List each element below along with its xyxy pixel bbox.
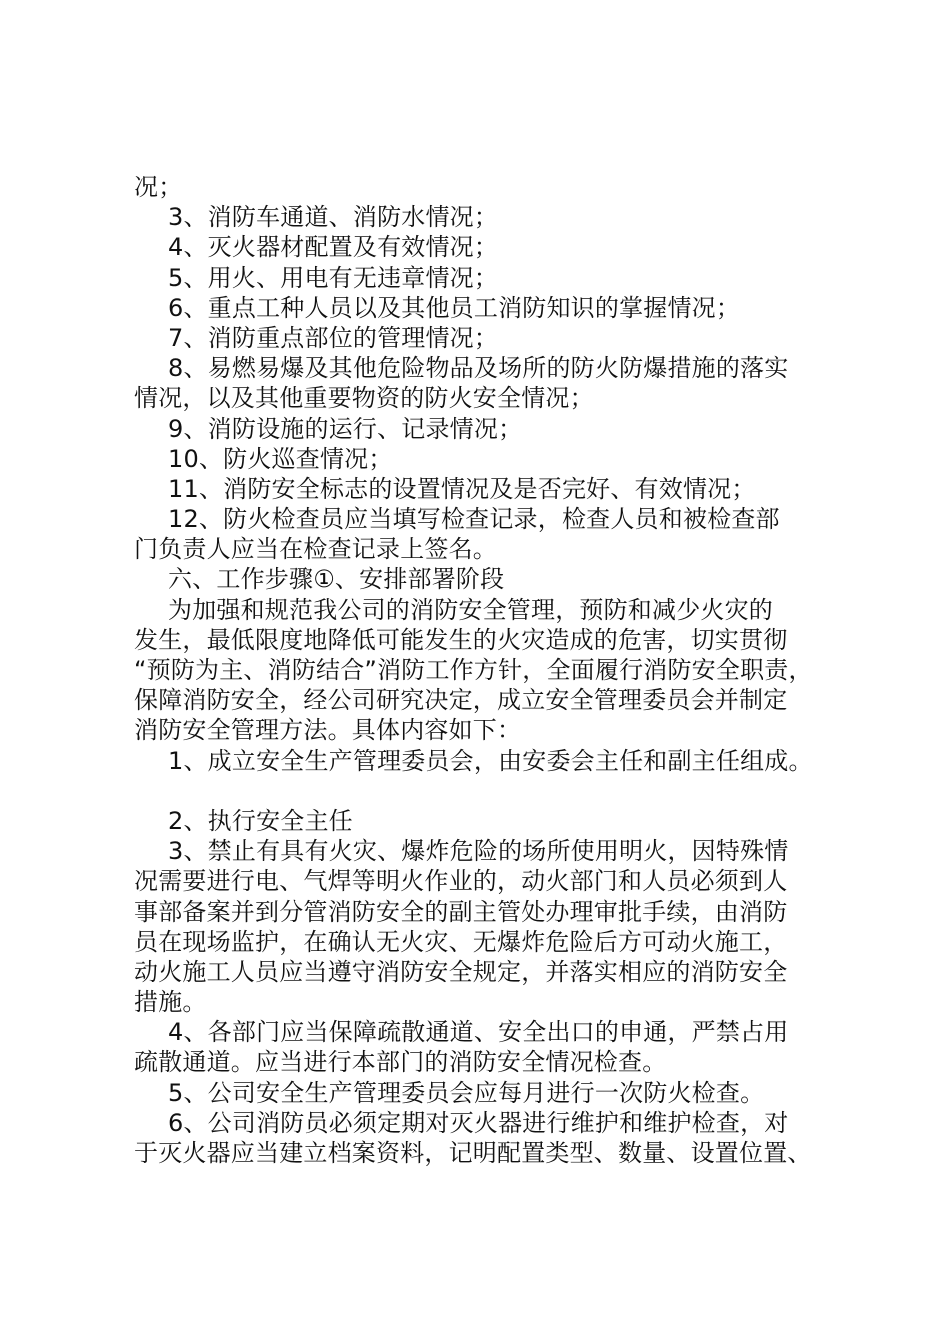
- text-line: 11、消防安全标志的设置情况及是否完好、有效情况；: [168, 474, 756, 503]
- text-line: 动火施工人员应当遵守消防安全规定，并落实相应的消防安全: [134, 957, 788, 986]
- text-line: 况；: [134, 173, 183, 201]
- text-line: 6、重点工种人员以及其他员工消防知识的掌握情况；: [168, 293, 741, 322]
- text-line: 疏散通道。应当进行本部门的消防安全情况检查。: [134, 1048, 667, 1077]
- text-line: 措施。: [134, 988, 207, 1017]
- text-line: 事部备案并到分管消防安全的副主管处办理审批手续，由消防: [134, 897, 788, 926]
- text-line: 消防安全管理方法。具体内容如下：: [134, 716, 522, 745]
- text-line: 3、消防车通道、消防水情况；: [168, 203, 499, 232]
- text-line: 5、公司安全生产管理委员会应每月进行一次防火检查。: [168, 1078, 765, 1107]
- text-line: 发生，最低限度地降低可能发生的火灾造成的危害，切实贯彻: [134, 625, 788, 654]
- text-line: 情况，以及其他重要物资的防火安全情况；: [134, 384, 594, 413]
- text-line: 员在现场监护，在确认无火灾、无爆炸危险后方可动火施工，: [134, 927, 788, 956]
- text-line: 况需要进行电、气焊等明火作业的，动火部门和人员必须到人: [134, 867, 788, 896]
- text-line: 7、消防重点部位的管理情况；: [168, 323, 499, 352]
- text-line: 10、防火巡查情况；: [168, 444, 393, 473]
- text-line: 2、执行安全主任: [168, 806, 353, 835]
- text-line: 保障消防安全，经公司研究决定，成立安全管理委员会并制定: [134, 686, 788, 715]
- text-line: “预防为主、消防结合”消防工作方针，全面履行消防安全职责，: [134, 656, 813, 684]
- text-line: 为加强和规范我公司的消防安全管理，预防和减少火灾的: [168, 595, 773, 624]
- text-line: 4、各部门应当保障疏散通道、安全出口的申通，严禁占用: [168, 1018, 789, 1047]
- text-line: 4、灭火器材配置及有效情况；: [168, 233, 499, 262]
- text-line: 12、防火检查员应当填写检查记录，检查人员和被检查部: [168, 505, 780, 534]
- text-line: 门负责人应当在检查记录上签名。: [134, 535, 497, 564]
- text-line: 6、公司消防员必须定期对灭火器进行维护和维护检查，对: [168, 1108, 789, 1137]
- section-heading: 六、工作步骤①、安排部署阶段: [168, 565, 505, 594]
- document-body: [134, 172, 854, 1168]
- text-line: 于灭火器应当建立档案资料，记明配置类型、数量、设置位置、: [134, 1139, 812, 1167]
- text-line: 8、易燃易爆及其他危险物品及场所的防火防爆措施的落实: [168, 354, 789, 383]
- text-line: 9、消防设施的运行、记录情况；: [168, 414, 523, 443]
- text-line: 3、禁止有具有火灾、爆炸危险的场所使用明火，因特殊情: [168, 837, 789, 866]
- text-line: 5、用火、用电有无违章情况；: [168, 263, 499, 292]
- blank-line: [134, 776, 854, 806]
- text-line: 1、成立安全生产管理委员会，由安委会主任和副主任组成。: [168, 746, 813, 775]
